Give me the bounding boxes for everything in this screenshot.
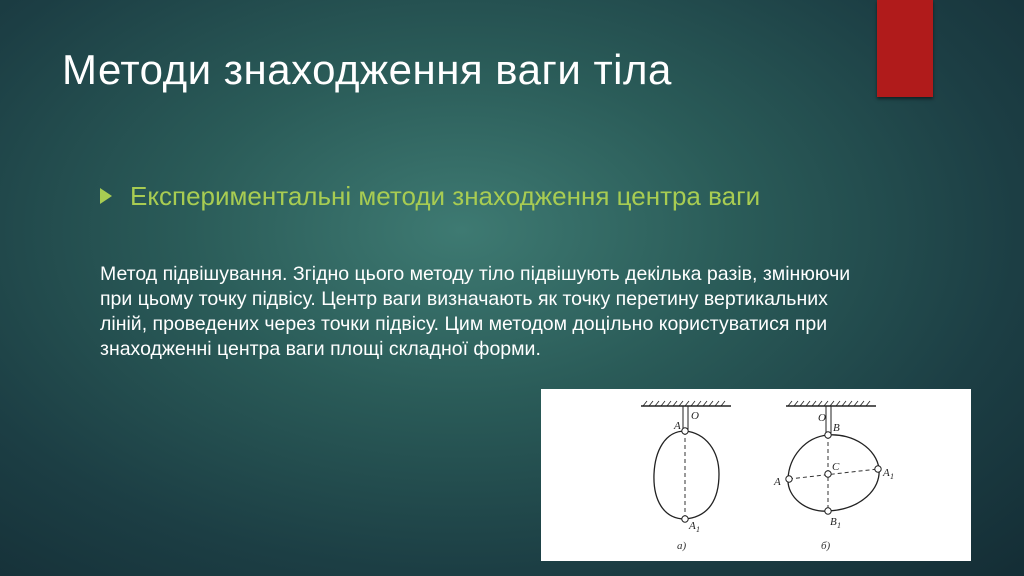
rod-a: [683, 406, 688, 431]
label-C-b: C: [832, 461, 840, 473]
label-A1-b: A: [883, 467, 890, 479]
label-A1-sub-b: 1: [890, 472, 894, 481]
suspension-diagram: [541, 389, 971, 561]
caption-a: а): [677, 540, 687, 552]
rod-b: [826, 406, 831, 435]
bullet-text: Експериментальні методи знаходження центра ваги: [130, 181, 761, 211]
label-A-a: A: [674, 420, 681, 432]
slide-title: Методи знаходження ваги тіла: [62, 46, 672, 93]
caption-b: б): [821, 540, 831, 552]
label-A1-sub-a: 1: [696, 525, 700, 534]
point-B1-b: [825, 508, 831, 514]
point-B-b: [825, 432, 831, 438]
label-B-b: B: [833, 422, 840, 434]
label-A-b: A: [774, 476, 781, 488]
diagram-b: [773, 401, 894, 552]
body-paragraph: Метод підвішування. Згідно цього методу тіло підвішують декілька разів, змінюючи при цьому точку підвісу. Центр ваги визначають як точку перетину вертикальних ліній, проведених через точки підвісу. Цим методом доцільно користуватися при знаходженні центра ваги площі складної форми.: [100, 263, 851, 360]
point-A1-b: [875, 466, 881, 472]
label-O-b: O: [818, 412, 826, 424]
bullet-item: [100, 180, 780, 212]
suspension-method-figure: [541, 389, 971, 561]
label-A1-a: A: [689, 520, 696, 532]
label-B1-b: B: [830, 516, 837, 528]
point-A1-a: [682, 516, 688, 522]
body-outline-a: [654, 431, 719, 519]
accent-bar: [877, 0, 933, 97]
point-A-b: [786, 476, 792, 482]
label-O-a: O: [691, 410, 699, 422]
bullet-arrow-icon: [100, 188, 112, 204]
point-C-b: [825, 471, 831, 477]
body-outline-b: [788, 435, 879, 511]
diagram-a: [641, 401, 731, 552]
label-B1-sub-b: 1: [837, 521, 841, 530]
point-A-a: [682, 428, 688, 434]
